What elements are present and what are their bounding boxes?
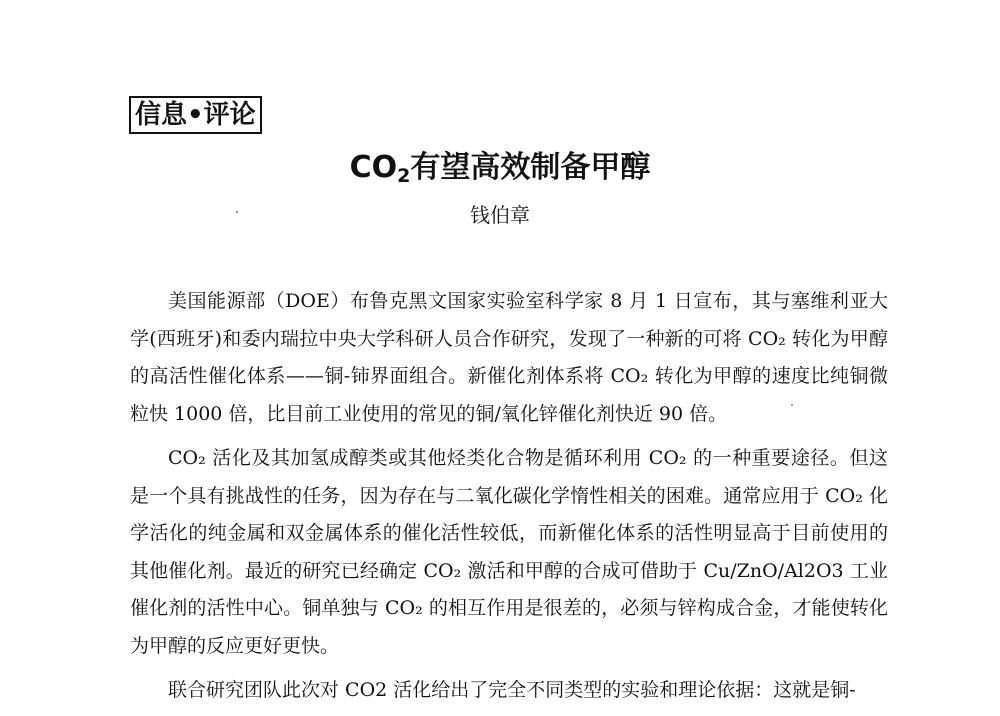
paragraph-3: 联合研究团队此次对 CO2 活化给出了完全不同类型的实验和理论依据：这就是铜- (168, 679, 856, 701)
article-body (130, 283, 888, 710)
scan-speck (236, 211, 238, 213)
title-subscript: 2 (397, 165, 411, 187)
scan-speck (791, 404, 793, 406)
article-title (0, 146, 1000, 198)
article-author: 钱伯章 (470, 203, 530, 227)
title-prefix: CO (349, 150, 398, 185)
paragraph-2: CO₂ 活化及其加氢成醇类或其他烃类化合物是循环利用 CO₂ 的一种重要途径。但这是一个具有挑战性的任务，因为存在与二氧化碳化学惰性相关的困难。通常应用于 CO₂ 化学活化的纯金属和双金属体系的催化活性较低，而新催化体系的活性明显高于目前使用的其他催化剂。最近的研究已经确定 CO₂ 激活和甲醇的合成可借助于 Cu/ZnO/Al2O3 工业催化剂的活性中心。铜单独与 CO₂ 的相互作用是很差的，必须与锌构成合金，才能使转化为甲醇的反应更好更快。 (130, 447, 888, 657)
section-label: 信息•评论 (129, 96, 262, 134)
paragraph-1: 美国能源部（DOE）布鲁克黑文国家实验室科学家 8 月 1 日宣布，其与塞维利亚大学(西班牙)和委内瑞拉中央大学科研人员合作研究，发现了一种新的可将 CO₂ 转化为甲醇的高活性催化体系——铜-铈界面组合。新催化剂体系将 CO₂ 转化为甲醇的速度比纯铜微粒快 1000 倍，比目前工业使用的常见的铜/氧化锌催化剂快近 90 倍。 (130, 290, 888, 425)
title-rest: 有望高效制备甲醇 (410, 150, 651, 185)
